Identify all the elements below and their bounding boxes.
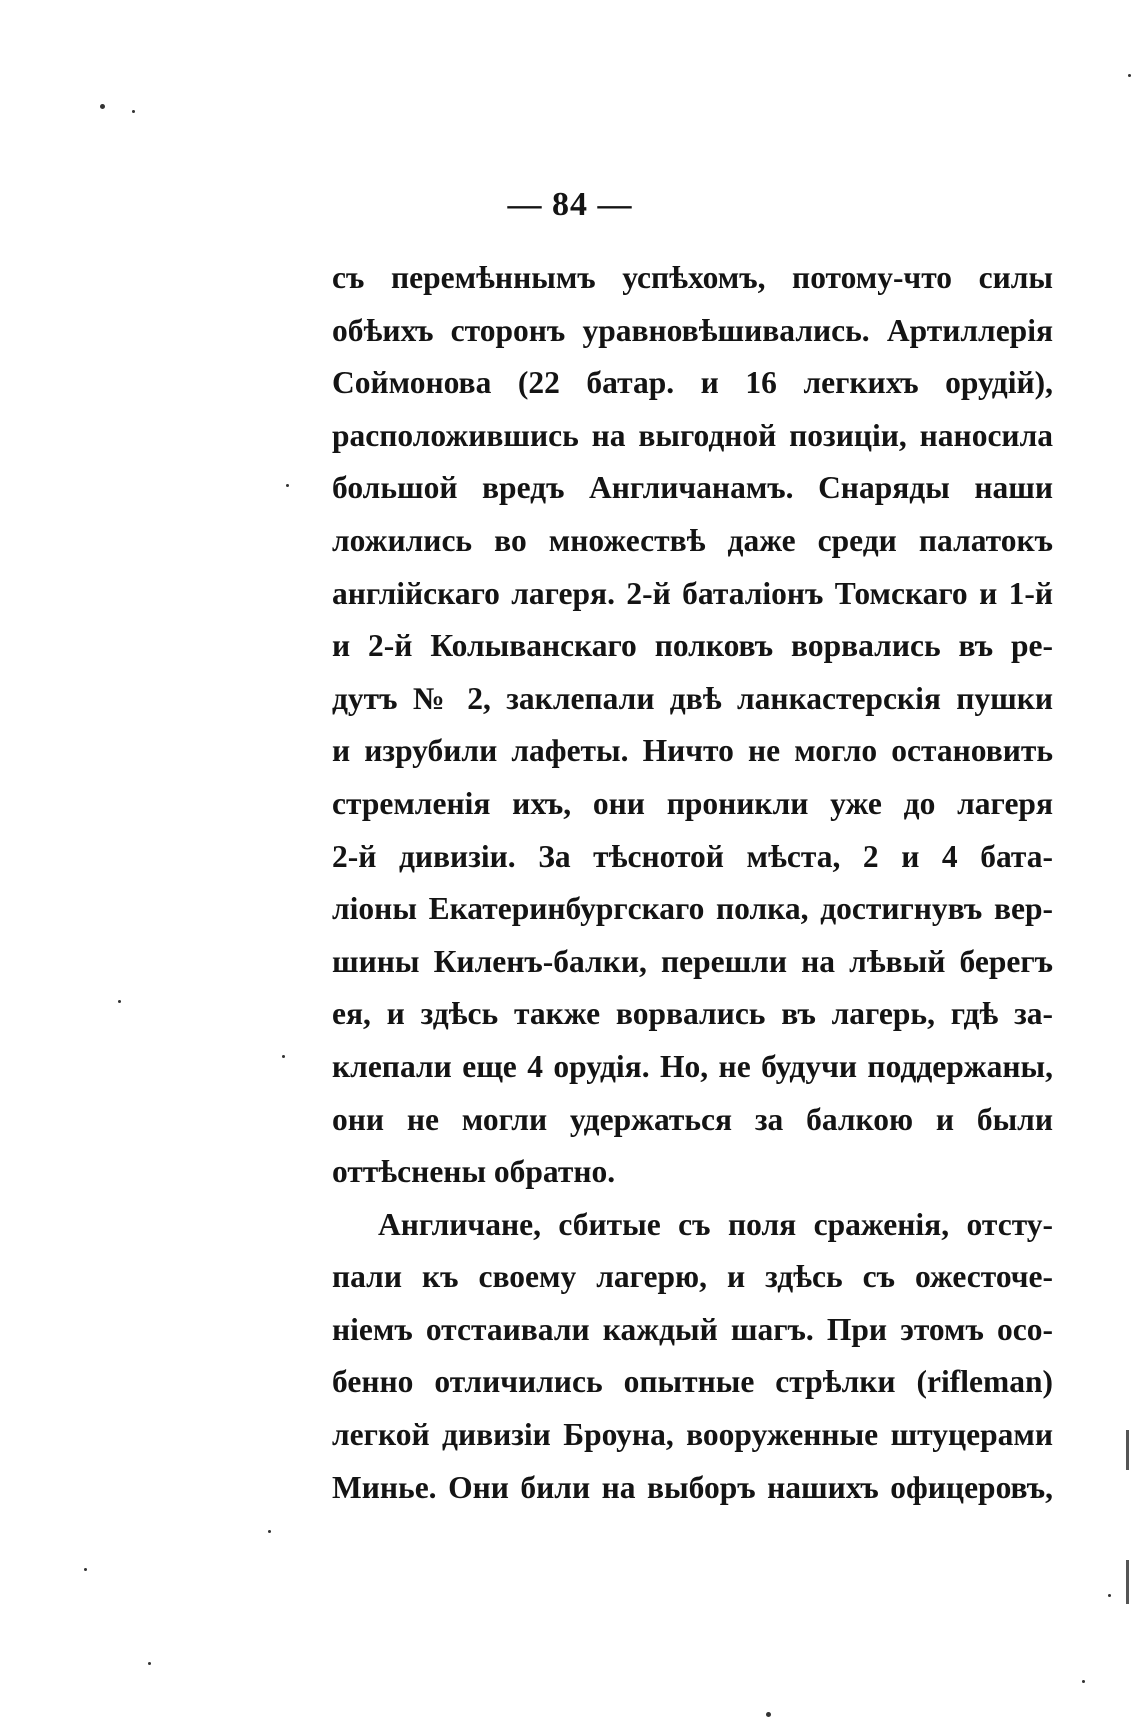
scan-speck [766, 1712, 771, 1717]
text-line: они не могли удержаться за балкою и были [332, 1101, 1053, 1137]
text-line: легкой дивизіи Броуна, вооруженные штуцерами [332, 1417, 1053, 1453]
text-line: бенно отличились опытные стрѣлки (rifleman) [332, 1364, 1053, 1400]
text-line: пали къ своему лагерю, и здѣсь съ ожесточе- [332, 1259, 1053, 1295]
scan-speck [282, 1055, 285, 1058]
paragraph-1 [332, 252, 1053, 1199]
text-line: оттѣснены обратно. [332, 1154, 616, 1190]
text-line: ліоны Екатеринбургскаго полка, достигнувъ вер- [332, 891, 1053, 927]
scan-edge-mark [1126, 1430, 1129, 1470]
scan-speck [100, 104, 105, 109]
text-line: Соймонова (22 батар. и 16 легкихъ орудій), [332, 365, 1053, 401]
scan-speck [84, 1568, 87, 1571]
scan-speck [1128, 74, 1131, 77]
text-line: Англичане, сбитые съ поля сраженія, отсту- [378, 1206, 1053, 1242]
text-line: и изрубили лафеты. Ничто не могло остановить [332, 733, 1053, 769]
text-line: ея, и здѣсь также ворвались въ лагерь, гдѣ за- [332, 996, 1053, 1032]
text-line: расположившись на выгодной позиціи, наносила [332, 417, 1053, 453]
text-line: Минье. Они били на выборъ нашихъ офицеровъ, [332, 1469, 1053, 1505]
text-line: 2-й дивизіи. За тѣснотой мѣста, 2 и 4 бата- [332, 838, 1053, 874]
scan-speck [286, 484, 289, 487]
text-line: стремленія ихъ, они проникли уже до лагеря [332, 785, 1053, 821]
scan-speck [132, 110, 135, 113]
text-line: съ перемѣннымъ успѣхомъ, потому-что силы [332, 260, 1053, 295]
scan-speck [148, 1662, 151, 1665]
body-text [332, 252, 1053, 1514]
scan-speck [1082, 1680, 1085, 1683]
text-line: англійскаго лагеря. 2-й баталіонъ Томскаго и 1-й [332, 575, 1053, 611]
scan-edge-mark [1126, 1560, 1129, 1604]
text-line: и 2-й Колыванскаго полковъ ворвались въ ре- [332, 628, 1053, 664]
text-line: дутъ № 2, заклепали двѣ ланкастерскія пушки [332, 680, 1053, 716]
text-line: клепали еще 4 орудія. Но, не будучи поддержаны, [332, 1048, 1053, 1084]
scan-speck [1108, 1594, 1111, 1597]
text-line: шины Киленъ-балки, перешли на лѣвый берегъ [332, 943, 1053, 979]
page-number: — 84 — [507, 186, 633, 223]
paragraph-2 [332, 1199, 1053, 1515]
text-line: большой вредъ Англичанамъ. Снаряды наши [332, 470, 1053, 506]
scan-speck [268, 1530, 271, 1533]
scan-speck [118, 1000, 121, 1003]
text-line: ложились во множествѣ даже среди палатокъ [332, 522, 1053, 558]
text-line: ніемъ отстаивали каждый шагъ. При этомъ осо- [332, 1311, 1053, 1347]
text-line: обѣихъ сторонъ уравновѣшивались. Артиллерія [332, 312, 1053, 348]
